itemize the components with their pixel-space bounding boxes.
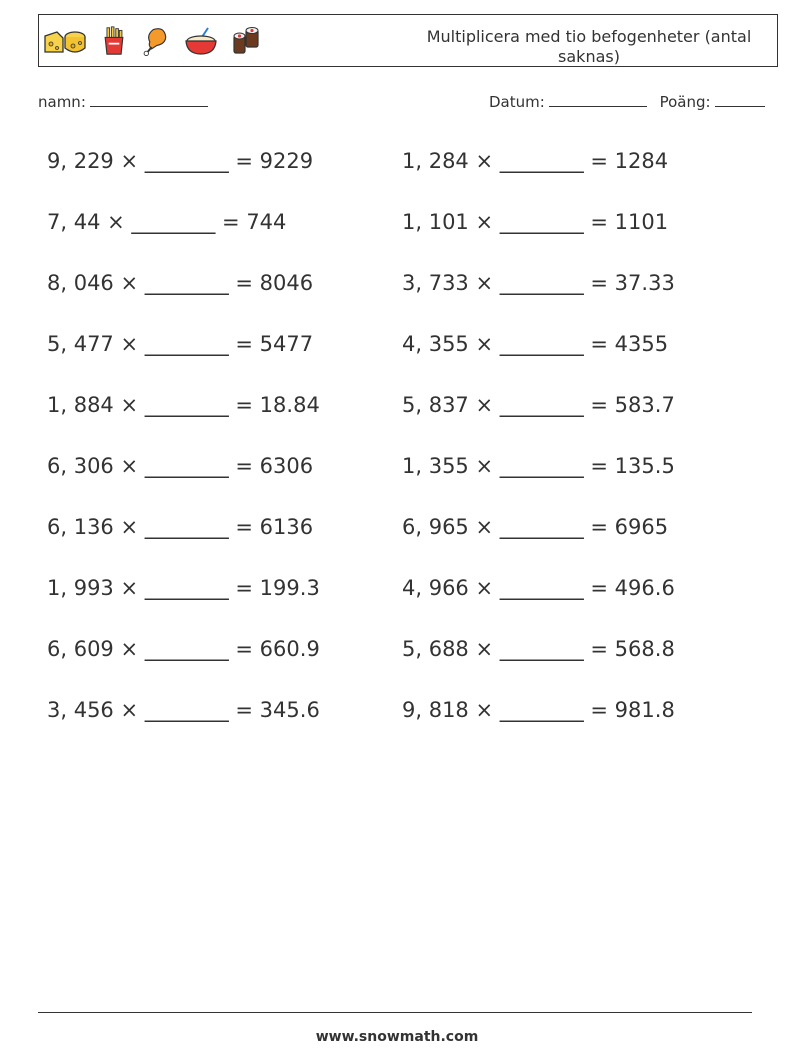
date-blank[interactable] — [549, 92, 647, 107]
problem-left-9: 6, 609 × ________ = 660.9 — [47, 637, 320, 661]
problem-right-9: 5, 688 × ________ = 568.8 — [402, 637, 675, 661]
problem-left-6: 6, 306 × ________ = 6306 — [47, 454, 314, 478]
rice-bowl-icon — [183, 26, 219, 56]
date-label: Datum: — [489, 93, 545, 111]
date-score-fields — [489, 92, 765, 111]
cheese-icon — [43, 26, 87, 56]
problem-left-3: 8, 046 × ________ = 8046 — [47, 271, 314, 295]
footer-site-link[interactable]: www.snowmath.com — [315, 1029, 479, 1045]
problem-left-5: 1, 884 × ________ = 18.84 — [47, 393, 320, 417]
problem-left-7: 6, 136 × ________ = 6136 — [47, 515, 314, 539]
problem-right-8: 4, 966 × ________ = 496.6 — [402, 576, 675, 600]
drumstick-icon — [141, 26, 171, 56]
problem-right-6: 1, 355 × ________ = 135.5 — [402, 454, 675, 478]
problem-right-7: 6, 965 × ________ = 6965 — [402, 515, 669, 539]
name-blank[interactable] — [90, 92, 208, 107]
problem-right-5: 5, 837 × ________ = 583.7 — [402, 393, 675, 417]
footer-divider — [38, 1012, 752, 1013]
problem-left-2: 7, 44 × ________ = 744 — [47, 210, 287, 234]
problem-right-3: 3, 733 × ________ = 37.33 — [402, 271, 675, 295]
problem-left-8: 1, 993 × ________ = 199.3 — [47, 576, 320, 600]
name-field[interactable] — [38, 92, 208, 111]
score-label: Poäng: — [659, 93, 711, 111]
problem-right-10: 9, 818 × ________ = 981.8 — [402, 698, 675, 722]
header-box — [38, 14, 778, 67]
problem-left-10: 3, 456 × ________ = 345.6 — [47, 698, 320, 722]
name-label: namn: — [38, 93, 86, 111]
worksheet-title: Multiplicera med tio befogenheter (antal saknas) — [426, 27, 752, 66]
sushi-roll-icon — [231, 26, 261, 56]
fries-icon — [99, 26, 129, 56]
problem-left-1: 9, 229 × ________ = 9229 — [47, 149, 314, 173]
problem-right-4: 4, 355 × ________ = 4355 — [402, 332, 669, 356]
problem-left-4: 5, 477 × ________ = 5477 — [47, 332, 314, 356]
score-blank[interactable] — [715, 92, 765, 107]
problem-right-1: 1, 284 × ________ = 1284 — [402, 149, 669, 173]
problem-right-2: 1, 101 × ________ = 1101 — [402, 210, 669, 234]
header-icons — [43, 21, 261, 61]
